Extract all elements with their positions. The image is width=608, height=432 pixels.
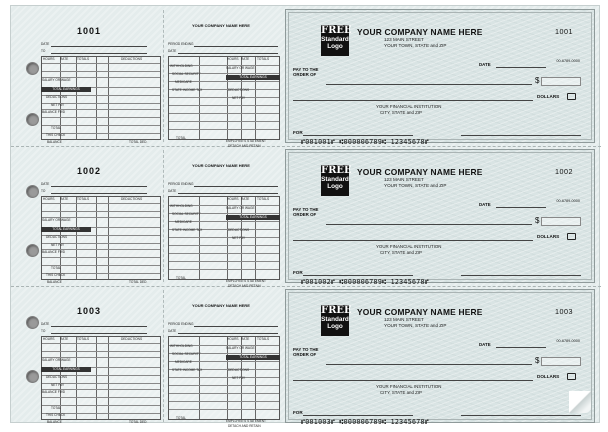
- stub-date-line: [51, 326, 147, 327]
- s2-totals: TOTALS: [257, 337, 270, 341]
- row-this-check: THIS CHECK: [46, 413, 66, 417]
- dollars-label: DOLLARS: [537, 374, 560, 379]
- s2-total: TOTAL: [176, 416, 186, 420]
- row-balance-fwd: BALANCE FWD: [42, 110, 66, 114]
- row-balance: BALANCE: [47, 140, 62, 144]
- state-tax-label: STATE INCOME TAX: [172, 88, 203, 92]
- page-curl: [569, 391, 591, 413]
- check-band: [11, 286, 601, 428]
- s2-hours: HOURS: [227, 337, 239, 341]
- bank-name: YOUR FINANCIAL INSTITUTION: [376, 104, 442, 109]
- stub-check-number: 1002: [76, 166, 102, 176]
- total-earnings-bar: TOTAL EARNINGS: [41, 367, 91, 372]
- period-ending-label: PERIOD ENDING: [168, 42, 194, 46]
- s2-net-pay: NET PAY: [232, 96, 246, 100]
- logo: FREE Standard Logo: [321, 305, 349, 336]
- employee-statement-stub: [163, 10, 281, 148]
- s2-net-pay: NET PAY: [232, 376, 246, 380]
- amount-box: [541, 217, 581, 226]
- micr-line: ⑈001002⑈ ⑆000006789⑆ 12345678⑈: [301, 278, 430, 286]
- amount-box: [541, 77, 581, 86]
- s2-rate: RATE: [241, 57, 250, 61]
- bank-name: YOUR FINANCIAL INSTITUTION: [376, 384, 442, 389]
- s2-totals: TOTALS: [257, 57, 270, 61]
- company-city: YOUR TOWN, STATE and ZIP: [384, 183, 447, 188]
- employee-statement-stub: [163, 290, 281, 428]
- check-number: 1003: [555, 307, 573, 316]
- row-net-pay: NET PAY: [51, 103, 65, 107]
- s2-rate: RATE: [241, 197, 250, 201]
- stub-company-name: YOUR COMPANY NAME HERE: [192, 163, 250, 168]
- routing-fraction: 00-6789-0000: [556, 199, 580, 203]
- s2-totals: TOTALS: [257, 197, 270, 201]
- dollars-label: DOLLARS: [537, 234, 560, 239]
- s2-total-earnings-bar: TOTAL EARNINGS: [226, 215, 280, 220]
- micr-line: ⑈001001⑈ ⑆000006789⑆ 12345678⑈: [301, 138, 430, 146]
- memo-line: [303, 415, 413, 416]
- row-salary: SALARY OR WAGE: [42, 358, 71, 362]
- date-label: DATE: [479, 342, 491, 347]
- col-rate: RATE: [60, 197, 69, 201]
- statement-grid: [168, 56, 280, 140]
- row-total: TOTAL: [51, 266, 61, 270]
- col-rate: RATE: [60, 337, 69, 341]
- withholding-label: WITHHOLDING: [170, 344, 193, 348]
- medicare-label: MEDICARE: [175, 220, 192, 224]
- s2-deductions: DEDUCTIONS: [228, 368, 250, 372]
- stub-date-label: DATE: [41, 322, 50, 326]
- stub-date-label: DATE: [41, 182, 50, 186]
- row-total: TOTAL: [51, 406, 61, 410]
- routing-fraction: 00-6789-0000: [556, 339, 580, 343]
- date-line: [496, 207, 546, 208]
- row-total-ded: TOTAL DED.: [129, 140, 148, 144]
- dollar-sign: $: [535, 356, 540, 365]
- row-total-ded: TOTAL DED.: [129, 280, 148, 284]
- pay-to-label: PAY TO THE ORDER OF: [293, 67, 319, 77]
- row-salary: SALARY OR WAGE: [42, 78, 71, 82]
- medicare-label: MEDICARE: [175, 80, 192, 84]
- s2-deductions: DEDUCTIONS: [228, 228, 250, 232]
- stub-to-label: TO: [41, 329, 46, 333]
- memo-line: [303, 275, 413, 276]
- s2-total-earnings-bar: TOTAL EARNINGS: [226, 75, 280, 80]
- stub2-date-line: [178, 193, 278, 194]
- row-deductions: DEDUCTIONS: [46, 95, 68, 99]
- earnings-stub: [37, 10, 163, 142]
- employee-statement-label: EMPLOYEE'S STATEMENT: [226, 419, 266, 423]
- security-lock-icon: [567, 373, 576, 380]
- bank-city: CITY, STATE and ZIP: [380, 110, 422, 115]
- company-name: YOUR COMPANY NAME HERE: [357, 167, 483, 177]
- employee-statement-label: EMPLOYEE'S STATEMENT: [226, 279, 266, 283]
- row-balance: BALANCE: [47, 280, 62, 284]
- written-amount-line: [293, 100, 533, 101]
- signature-line: [461, 415, 581, 416]
- s2-hours: HOURS: [227, 57, 239, 61]
- s2-net-pay: NET PAY: [232, 236, 246, 240]
- col-rate: RATE: [60, 57, 69, 61]
- bank-city: CITY, STATE and ZIP: [380, 250, 422, 255]
- amount-box: [541, 357, 581, 366]
- company-address: 123 MAIN STREET: [384, 317, 424, 322]
- stub2-date-label: DATE: [168, 329, 177, 333]
- stub-company-name: YOUR COMPANY NAME HERE: [192, 23, 250, 28]
- total-earnings-bar: TOTAL EARNINGS: [41, 87, 91, 92]
- company-address: 123 MAIN STREET: [384, 177, 424, 182]
- memo-label: FOR: [293, 410, 303, 415]
- memo-line: [303, 135, 413, 136]
- row-this-check: THIS CHECK: [46, 133, 66, 137]
- col-deductions: DEDUCTIONS: [121, 337, 143, 341]
- check-sheet: [10, 5, 600, 428]
- s2-hours: HOURS: [227, 197, 239, 201]
- company-address: 123 MAIN STREET: [384, 37, 424, 42]
- security-lock-icon: [567, 93, 576, 100]
- dollars-label: DOLLARS: [537, 94, 560, 99]
- stub-date-label: DATE: [41, 42, 50, 46]
- stub2-date-line: [178, 53, 278, 54]
- social-security-label: SOCIAL SECURITY: [172, 72, 201, 76]
- s2-salary: SALARY OR WAGE: [226, 206, 255, 210]
- logo: FREE Standard Logo: [321, 165, 349, 196]
- col-hours: HOURS: [43, 197, 55, 201]
- check-number: 1001: [555, 27, 573, 36]
- period-ending-line: [194, 186, 278, 187]
- bank-city: CITY, STATE and ZIP: [380, 390, 422, 395]
- memo-label: FOR: [293, 130, 303, 135]
- dollar-sign: $: [535, 76, 540, 85]
- state-tax-label: STATE INCOME TAX: [172, 228, 203, 232]
- stub-to-line: [51, 53, 147, 54]
- col-hours: HOURS: [43, 337, 55, 341]
- s2-salary: SALARY OR WAGE: [226, 346, 255, 350]
- statement-grid: [168, 336, 280, 420]
- company-name: YOUR COMPANY NAME HERE: [357, 307, 483, 317]
- signature-line: [461, 275, 581, 276]
- employee-statement-stub: [163, 150, 281, 288]
- row-balance-fwd: BALANCE FWD: [42, 390, 66, 394]
- check: [285, 149, 595, 286]
- detach-label: DETACH AND RETAIN: [228, 424, 261, 428]
- pay-to-label: PAY TO THE ORDER OF: [293, 347, 319, 357]
- payee-line: [326, 84, 532, 85]
- stub-date-line: [51, 46, 147, 47]
- row-salary: SALARY OR WAGE: [42, 218, 71, 222]
- statement-grid: [168, 196, 280, 280]
- stub-to-label: TO: [41, 189, 46, 193]
- row-net-pay: NET PAY: [51, 383, 65, 387]
- row-balance: BALANCE: [47, 420, 62, 424]
- row-deductions: DEDUCTIONS: [46, 235, 68, 239]
- payee-line: [326, 224, 532, 225]
- check-number: 1002: [555, 167, 573, 176]
- withholding-label: WITHHOLDING: [170, 64, 193, 68]
- stub-check-number: 1003: [76, 306, 102, 316]
- col-totals: TOTALS: [77, 337, 90, 341]
- col-totals: TOTALS: [77, 57, 90, 61]
- micr-line: ⑈001003⑈ ⑆000006789⑆ 12345678⑈: [301, 418, 430, 426]
- security-lock-icon: [567, 233, 576, 240]
- social-security-label: SOCIAL SECURITY: [172, 352, 201, 356]
- dollar-sign: $: [535, 216, 540, 225]
- period-ending-line: [194, 326, 278, 327]
- payee-line: [326, 364, 532, 365]
- col-deductions: DEDUCTIONS: [121, 197, 143, 201]
- s2-total: TOTAL: [176, 136, 186, 140]
- s2-rate: RATE: [241, 337, 250, 341]
- company-name: YOUR COMPANY NAME HERE: [357, 27, 483, 37]
- s2-total: TOTAL: [176, 276, 186, 280]
- row-total-ded: TOTAL DED.: [129, 420, 148, 424]
- s2-total-earnings-bar: TOTAL EARNINGS: [226, 355, 280, 360]
- detach-label: DETACH AND RETAIN: [228, 144, 261, 148]
- stub-check-number: 1001: [76, 26, 102, 36]
- state-tax-label: STATE INCOME TAX: [172, 368, 203, 372]
- date-line: [496, 347, 546, 348]
- check-band: [11, 6, 601, 148]
- company-city: YOUR TOWN, STATE and ZIP: [384, 323, 447, 328]
- col-totals: TOTALS: [77, 197, 90, 201]
- pay-to-label: PAY TO THE ORDER OF: [293, 207, 319, 217]
- row-deductions: DEDUCTIONS: [46, 375, 68, 379]
- signature-line: [461, 135, 581, 136]
- written-amount-line: [293, 240, 533, 241]
- stub2-date-line: [178, 333, 278, 334]
- period-ending-label: PERIOD ENDING: [168, 322, 194, 326]
- period-ending-label: PERIOD ENDING: [168, 182, 194, 186]
- bank-name: YOUR FINANCIAL INSTITUTION: [376, 244, 442, 249]
- stub-to-line: [51, 333, 147, 334]
- withholding-label: WITHHOLDING: [170, 204, 193, 208]
- row-total: TOTAL: [51, 126, 61, 130]
- row-this-check: THIS CHECK: [46, 273, 66, 277]
- s2-deductions: DEDUCTIONS: [228, 88, 250, 92]
- row-net-pay: NET PAY: [51, 243, 65, 247]
- written-amount-line: [293, 380, 533, 381]
- medicare-label: MEDICARE: [175, 360, 192, 364]
- col-hours: HOURS: [43, 57, 55, 61]
- stub-date-line: [51, 186, 147, 187]
- date-label: DATE: [479, 62, 491, 67]
- date-line: [496, 67, 546, 68]
- total-earnings-bar: TOTAL EARNINGS: [41, 227, 91, 232]
- earnings-stub: [37, 150, 163, 282]
- earnings-stub: [37, 290, 163, 422]
- s2-salary: SALARY OR WAGE: [226, 66, 255, 70]
- logo: FREE Standard Logo: [321, 25, 349, 56]
- period-ending-line: [194, 46, 278, 47]
- stub-company-name: YOUR COMPANY NAME HERE: [192, 303, 250, 308]
- detach-label: DETACH AND RETAIN: [228, 284, 261, 288]
- row-balance-fwd: BALANCE FWD: [42, 250, 66, 254]
- stub2-date-label: DATE: [168, 189, 177, 193]
- employee-statement-label: EMPLOYEE'S STATEMENT: [226, 139, 266, 143]
- memo-label: FOR: [293, 270, 303, 275]
- check: [285, 9, 595, 146]
- stub-to-label: TO: [41, 49, 46, 53]
- check-band: [11, 146, 601, 288]
- routing-fraction: 00-6789-0000: [556, 59, 580, 63]
- stub2-date-label: DATE: [168, 49, 177, 53]
- stub-to-line: [51, 193, 147, 194]
- social-security-label: SOCIAL SECURITY: [172, 212, 201, 216]
- date-label: DATE: [479, 202, 491, 207]
- col-deductions: DEDUCTIONS: [121, 57, 143, 61]
- company-city: YOUR TOWN, STATE and ZIP: [384, 43, 447, 48]
- check: [285, 289, 595, 426]
